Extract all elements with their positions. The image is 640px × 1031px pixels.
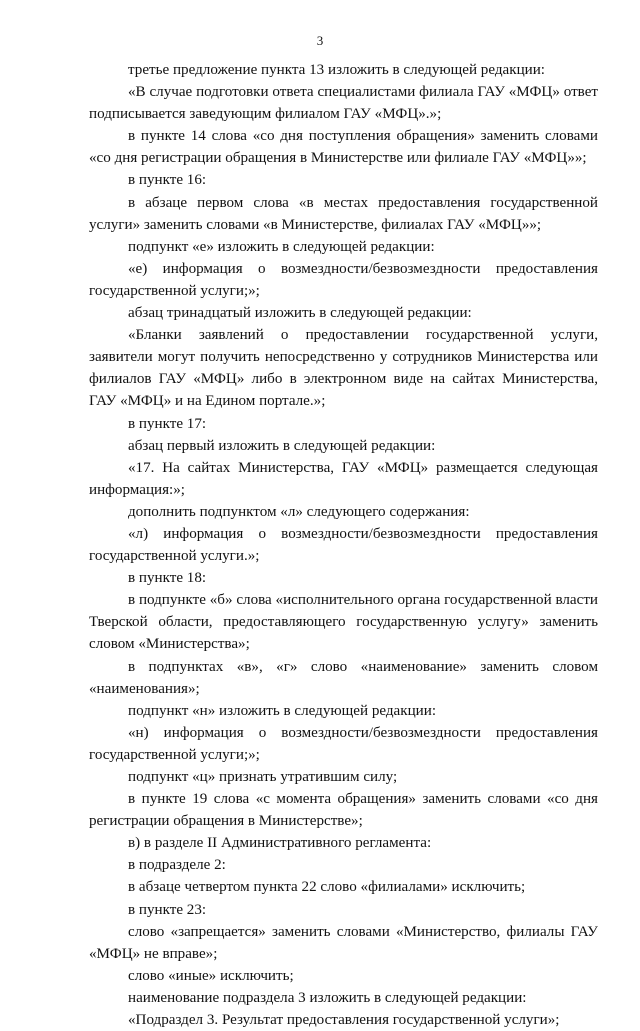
paragraph: третье предложение пункта 13 изложить в следующей редакции: (128, 62, 545, 78)
page-number: 3 (316, 33, 324, 48)
paragraph: дополнить подпунктом «л» следующего содержания: (128, 503, 470, 520)
paragraph: в подразделе 2: (128, 857, 226, 874)
paragraph: наименование подраздела 3 изложить в следующей редакции: (128, 989, 527, 1006)
paragraph: абзац первый изложить в следующей редакции: (128, 437, 436, 454)
paragraph: подпункт «н» изложить в следующей редакции: (128, 702, 437, 719)
paragraph: в пункте 17: (128, 415, 207, 432)
paragraph: в пункте 14 слова «со дня поступления обращения» заменить словами «со дня регистрации обращения в Министерстве или филиале ГАУ «МФЦ»»; (89, 128, 598, 167)
document-body (89, 59, 598, 1031)
paragraph: в абзаце четвертом пункта 22 слово «филиалами» исключить; (128, 879, 526, 896)
paragraph: в пункте 18: (128, 570, 207, 587)
paragraph: в пункте 23: (128, 901, 207, 918)
paragraph: «н) информация о возмездности/безвозмездности предоставления государственной услуги;»; (89, 724, 598, 763)
paragraph: в абзаце первом слова «в местах предоставления государственной услуги» заменить словами «в Министерстве, филиалах ГАУ «МФЦ»»; (89, 194, 598, 233)
paragraph: подпункт «ц» признать утратившим силу; (128, 769, 398, 785)
paragraph: слово «запрещается» заменить словами «Министерство, филиалы ГАУ «МФЦ» не вправе»; (89, 923, 598, 962)
paragraph: «Подраздел 3. Результат предоставления государственной услуги»; (128, 1012, 560, 1029)
paragraph: «Бланки заявлений о предоставлении государственной услуги, заявители могут получить непосредственно у сотрудников Министерства или филиалов ГАУ «МФЦ» либо в электронном виде на сайтах Министерства, ГАУ «МФЦ» и на Едином портале.»; (89, 327, 598, 410)
paragraph: «В случае подготовки ответа специалистами филиала ГАУ «МФЦ» ответ подписывается заведующим филиалом ГАУ «МФЦ».»; (89, 84, 598, 123)
paragraph: в подпункте «б» слова «исполнительного органа государственной власти Тверской области, предоставляющего государственную услугу» заменить словом «Министерства»; (89, 592, 598, 653)
paragraph: в) в разделе II Административного регламента: (128, 835, 432, 852)
paragraph: «л) информация о возмездности/безвозмездности предоставления государственной услуги.»; (89, 525, 598, 565)
paragraph: слово «иные» исключить; (128, 967, 294, 984)
paragraph: в пункте 19 слова «с момента обращения» заменить словами «со дня регистрации обращения в Министерстве»; (89, 791, 598, 830)
paragraph: в подпунктах «в», «г» слово «наименование» заменить словом «наименования»; (89, 658, 598, 697)
paragraph: абзац тринадцатый изложить в следующей редакции: (128, 305, 472, 322)
paragraph: «е) информация о возмездности/безвозмездности предоставления государственной услуги;»; (89, 260, 598, 299)
paragraph: подпункт «е» изложить в следующей редакции: (128, 238, 435, 255)
paragraph: «17. На сайтах Министерства, ГАУ «МФЦ» размещается следующая информация:»; (89, 459, 598, 498)
paragraph: в пункте 16: (128, 172, 207, 189)
